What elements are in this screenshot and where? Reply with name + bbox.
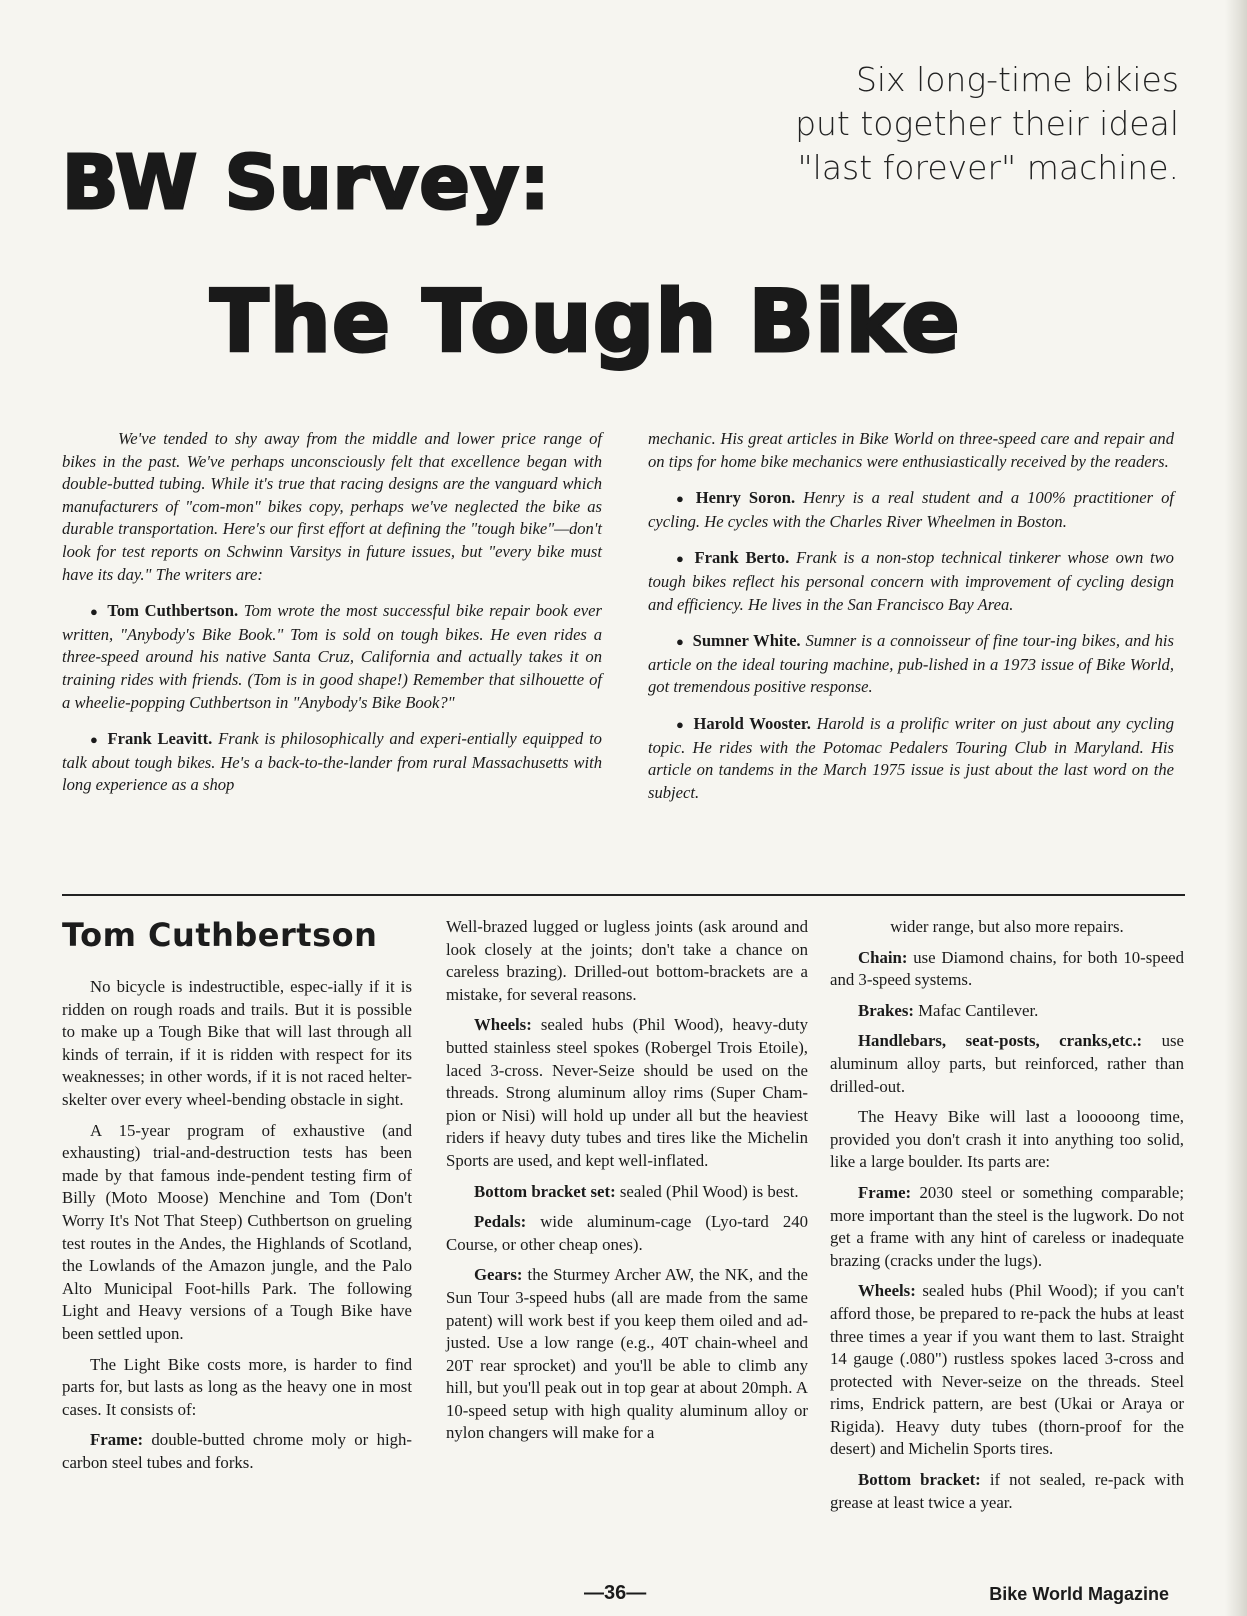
writer-entry: [648, 713, 1174, 804]
spec-text: use aluminum alloy parts, but reinforced, rather than drilled-out.: [830, 1031, 1184, 1096]
writer-bio-continuation: mechanic. His great articles in Bike World on three-speed care and repair and on tips for home bike mechanics were enthusiastically received by the readers.: [648, 429, 1174, 471]
body-paragraph: A 15-year program of exhaustive (and exhausting) trial-and-destruction tests has been made by that famous inde-pendent testing firm of Billy (Moto Moose) Menchine and Tom (Don't Worry It's Not That Steep) Cuthbertson on grueling test routes in the Andes, the Highlands of Scotland, the Lowlands of the Amazon jungle, and the Palo Alto Municipal Foot-hills Park. The following Light and Heavy versions of a Tough Bike have been settled upon.: [62, 1120, 412, 1343]
magazine-name: Bike World Magazine: [989, 1584, 1169, 1604]
spec-item: [446, 1264, 808, 1445]
spec-text: double-butted chrome moly or high-carbon steel tubes and forks.: [62, 1430, 412, 1472]
spec-label: Brakes:: [858, 1000, 914, 1020]
body-paragraph: The Heavy Bike will last a looooong time, provided you don't crash it into anything too solid, like a large boulder. Its parts are:: [830, 1107, 1184, 1172]
spec-text: wide aluminum-cage (Lyo-tard 240 Course, or other cheap ones).: [446, 1212, 808, 1254]
section-byline: Tom Cuthbertson: [62, 916, 378, 954]
spec-label: Bottom bracket set:: [474, 1181, 616, 1201]
spec-text: 2030 steel or something comparable; more important than the steel is the lugwork. Do not get a frame with any hint of careless or inadequate brazing (cracks under the lugs).: [830, 1182, 1184, 1270]
spec-label: Frame:: [90, 1430, 144, 1450]
spec-text: the Sturmey Archer AW, the NK, and the Sun Tour 3-speed hubs (all are made from the same patent) will work best if you keep them oiled and ad-justed. Use a low range (e.g., 40T chain-wheel and 20T rear sprocket) and you'll be able to climb any hill, but you'll peak out in top gear at about 20mph. A 10-speed setup with high quality aluminum alloy or nylon changers will make for a: [446, 1265, 808, 1443]
body-column-2: [446, 916, 808, 1453]
page-edge: [1225, 0, 1247, 1616]
writer-name: Frank Leavitt.: [107, 729, 213, 749]
writer-entry: [62, 728, 602, 797]
spec-item: [830, 1182, 1184, 1272]
spec-text: sealed hubs (Phil Wood), heavy-duty butted stainless steel spokes (Robergel Trois Etoile), laced 3-cross. Never-Seize should be used on the threads. Strong aluminum alloy rims (Super Cham-pion or Nisi) will hold up under all but the heaviest riders if heavy duty tubes and tires like the Michelin Sports are used, and kept well-inflated.: [446, 1015, 808, 1170]
tagline: [619, 58, 1179, 190]
spec-item: [446, 1211, 808, 1256]
spec-label: Bottom bracket:: [858, 1470, 981, 1490]
writer-bio: Sumner is a connoisseur of fine tour-ing bikes, and his article on the ideal touring machine, pub-lished in a 1973 issue of Bike World, got tremendous positive response.: [648, 631, 1175, 697]
spec-item: [830, 1280, 1184, 1461]
spec-text: Mafac Cantilever.: [918, 1000, 1039, 1020]
writer-entry: [648, 547, 1174, 616]
writer-name: Harold Wooster.: [693, 713, 811, 733]
bullet-icon: ●: [90, 732, 100, 748]
spec-text: sealed (Phil Wood) is best.: [619, 1181, 799, 1201]
spec-text: if not sealed, re-pack with grease at least twice a year.: [830, 1470, 1184, 1512]
body-paragraph: No bicycle is indestructible, espec-ially if it is ridden on rough roads and trails. But it is possible to make up a Tough Bike that will last through all kinds of terrain, if it is ridden with respect for its weaknesses; in other words, if it is not raced helter-skelter over every wheel-bending obstacle in sight.: [62, 977, 412, 1109]
writer-bio: Frank is a non-stop technical tinkerer whose own two tough bikes reflect his personal concern with improvement of cycling design and efficiency. He lives in the San Francisco Bay Area.: [648, 548, 1174, 614]
spec-item: [830, 947, 1184, 992]
body-column-3: [830, 916, 1184, 1522]
writer-bio: Frank is philosophically and experi-entially equipped to talk about tough bikes. He's a back-to-the-lander from rural Massachusetts with long experience as a shop: [62, 729, 602, 795]
writer-bio: Harold is a prolific writer on just about any cycling topic. He rides with the Potomac Pedalers Touring Club in Maryland. His article on tandems in the March 1975 issue is just about the last word on the subject.: [648, 713, 1174, 802]
writer-name: Frank Berto.: [694, 548, 790, 568]
spec-label: Wheels:: [474, 1015, 532, 1035]
intro-paragraph: We've tended to shy away from the middle and lower price range of bikes in the past. We've perhaps unconsciously felt that excellence began with double-butted tubing. While it's true that racing designs are the vanguard which manufacturers of "com-mon" bikes copy, perhaps we've neglected the bike as durable transportation. Here's our first effort at defining the "tough bike"—don't look for test reports on Schwinn Varsitys in future issues, but "every bike must have its day." The writers are:: [62, 429, 602, 584]
spec-item: [830, 1000, 1184, 1023]
spec-text: sealed hubs (Phil Wood); if you can't afford those, be prepared to re-pack the hubs at least three times a year if you want them to last. Straight 14 gauge (.080") rustless spokes laced 3-cross and protected with Never-seize on the threads. Steel rims, Endrick pattern, are best (Ukai or Araya or Rigida). Heavy duty tubes (thorn-proof for the desert) and Michelin Sports tires.: [830, 1281, 1184, 1459]
section-divider: [62, 894, 1185, 896]
writer-name: Sumner White.: [692, 631, 801, 651]
body-column-1: [62, 976, 412, 1482]
headline-line-1: BW Survey:: [62, 140, 551, 226]
body-paragraph: wider range, but also more repairs.: [890, 917, 1124, 936]
spec-label: Chain:: [858, 947, 908, 967]
writer-name: Tom Cuthbertson.: [107, 601, 239, 621]
tagline-line: put together their ideal: [795, 104, 1179, 143]
spec-label: Gears:: [474, 1265, 523, 1285]
spec-text: use Diamond chains, for both 10-speed and 3-speed systems.: [830, 947, 1184, 990]
spec-label: Frame:: [858, 1182, 912, 1202]
bullet-icon: ●: [676, 716, 686, 732]
spec-label: Wheels:: [858, 1281, 916, 1301]
body-paragraph: Well-brazed lugged or lugless joints (ask around and look closely at the joints; don't take a chance on careless brazing). Drilled-out bottom-brackets are a mistake, for several reasons.: [446, 917, 808, 1004]
tagline-line: Six long-time bikies: [855, 60, 1179, 99]
spec-item: [446, 1181, 808, 1204]
intro-right-column: [648, 428, 1174, 818]
bullet-icon: ●: [676, 634, 685, 650]
bullet-icon: ●: [676, 491, 688, 507]
spec-item: [830, 1469, 1184, 1514]
writer-entry: [648, 630, 1174, 699]
spec-label: Handlebars, seat-posts, cranks,etc.:: [858, 1031, 1143, 1051]
writer-bio: Henry is a real student and a 100% practitioner of cycling. He cycles with the Charles River Wheelmen in Boston.: [648, 488, 1174, 531]
headline-line-2: The Tough Bike: [210, 272, 961, 372]
writer-entry: [62, 600, 602, 714]
page-number: —36—: [584, 1582, 647, 1604]
writer-entry: [648, 487, 1174, 533]
spec-item: [830, 1030, 1184, 1098]
writer-name: Henry Soron.: [695, 488, 796, 508]
spec-label: Pedals:: [474, 1212, 527, 1232]
spec-item: [446, 1014, 808, 1172]
bullet-icon: ●: [90, 604, 100, 620]
tagline-line: "last forever" machine.: [797, 148, 1179, 187]
spec-item: [62, 1429, 412, 1474]
bullet-icon: ●: [676, 551, 687, 567]
writer-bio: Tom wrote the most successful bike repair book ever written, "Anybody's Bike Book." Tom is sold on tough bikes. He even rides a three-speed around his native Santa Cruz, California and actually takes it on training rides with friends. (Tom is in good shape!) Remember that silhouette of a wheelie-popping Cuthbertson in "Anybody's Bike Book?": [62, 601, 602, 712]
body-paragraph: The Light Bike costs more, is harder to find parts for, but lasts as long as the heavy one in most cases. It consists of:: [62, 1354, 412, 1419]
intro-left-column: [62, 428, 602, 811]
